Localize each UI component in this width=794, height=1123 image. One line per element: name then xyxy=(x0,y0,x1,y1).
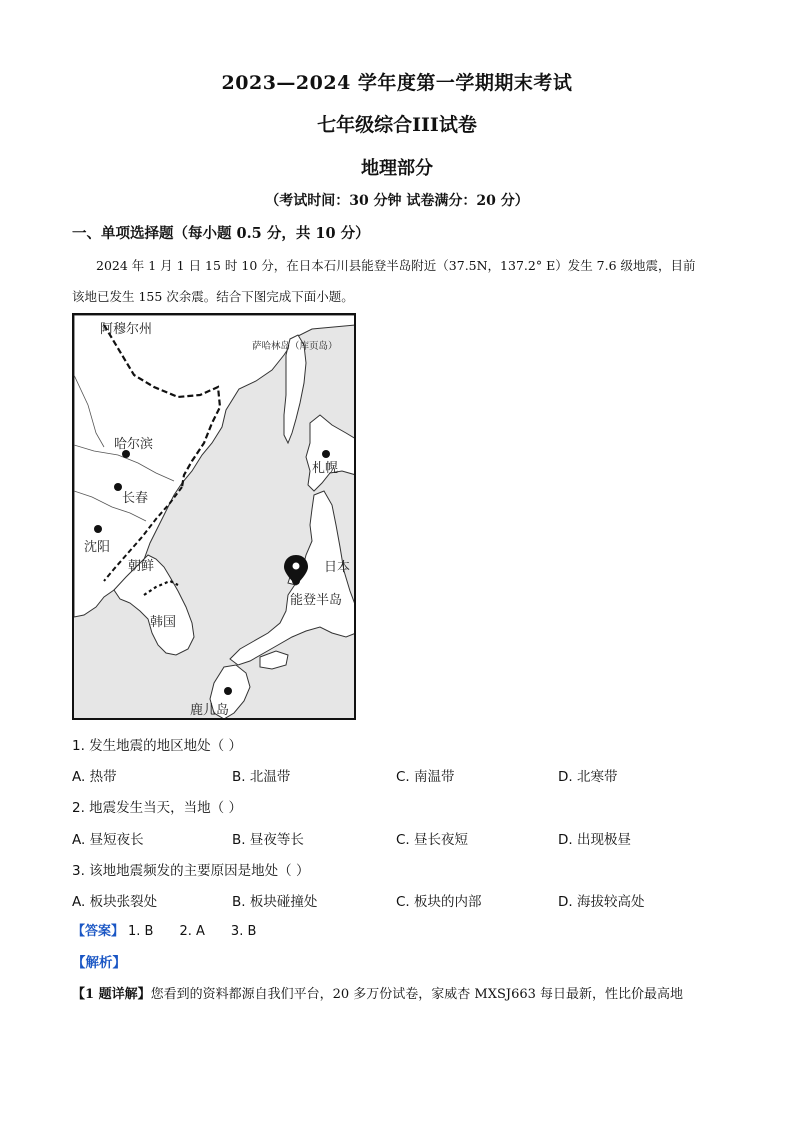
detail-line xyxy=(72,983,732,1002)
q1-option-d[interactable]: D. 北寒带 xyxy=(558,769,618,785)
shenyang-dot xyxy=(94,525,102,533)
kagoshima-dot xyxy=(224,687,232,695)
q2-option-a[interactable]: A. 昼短夜长 xyxy=(72,832,144,848)
label-shenyang: 沈阳 xyxy=(84,540,111,555)
detail-text: 您看到的资料都源自我们平台，20 多万份试卷，家威杏 MXSJ663 每日最新，性比价最高地 xyxy=(150,987,684,1002)
map-drawing xyxy=(74,315,356,720)
label-japan: 日本 xyxy=(324,560,351,575)
question-3-stem: 3. 该地地震频发的主要原因是地处（ ） xyxy=(72,863,310,879)
answer-3: 3. B xyxy=(230,924,257,939)
answer-1: 1. B xyxy=(128,924,154,939)
question-intro xyxy=(72,250,722,312)
label-sakhalin: 萨哈林岛（库页岛） xyxy=(252,341,338,352)
label-amur: 阿穆尔州 xyxy=(100,322,153,337)
label-changchun: 长春 xyxy=(122,491,149,506)
exam-subtitle: 七年级综合III试卷 xyxy=(317,114,477,136)
exam-info: （考试时间：30 分钟 试卷满分：20 分） xyxy=(265,193,529,209)
label-harbin: 哈尔滨 xyxy=(114,437,154,452)
detail-tag: 【1 题详解】 xyxy=(72,987,151,1002)
q3-option-d[interactable]: D. 海拔较高处 xyxy=(558,894,645,910)
regional-map xyxy=(72,313,356,720)
section-title: 地理部分 xyxy=(361,158,433,179)
label-noto: 能登半岛 xyxy=(290,593,343,608)
q1-option-b[interactable]: B. 北温带 xyxy=(232,769,291,785)
q2-option-c[interactable]: C. 昼长夜短 xyxy=(396,832,469,848)
q3-option-b[interactable]: B. 板块碰撞处 xyxy=(232,894,318,910)
q1-option-a[interactable]: A. 热带 xyxy=(72,769,117,785)
question-2-stem: 2. 地震发生当天，当地（ ） xyxy=(72,800,242,816)
changchun-dot xyxy=(114,483,122,491)
label-kagoshima: 鹿儿岛 xyxy=(190,703,230,718)
label-sapporo: 札幌 xyxy=(312,461,339,476)
label-south-korea: 韩国 xyxy=(150,615,177,630)
question-1-stem: 1. 发生地震的地区地处（ ） xyxy=(72,738,242,754)
q3-option-a[interactable]: A. 板块张裂处 xyxy=(72,894,158,910)
q3-option-c[interactable]: C. 板块的内部 xyxy=(396,894,482,910)
answer-tag: 【答案】 xyxy=(72,924,125,939)
answer-2: 2. A xyxy=(179,924,205,939)
q2-option-d[interactable]: D. 出现极昼 xyxy=(558,832,631,848)
label-north-korea: 朝鲜 xyxy=(128,559,155,574)
analysis-tag: 【解析】 xyxy=(72,955,126,971)
q2-option-b[interactable]: B. 昼夜等长 xyxy=(232,832,304,848)
q1-option-c[interactable]: C. 南温带 xyxy=(396,769,455,785)
exam-title: 2023—2024 学年度第一学期期末考试 xyxy=(221,72,573,94)
intro-line-1: 2024 年 1 月 1 日 15 时 10 分，在日本石川县能登半岛附近（37.5N，137.2° E）发生 7.6 级地震，目前 xyxy=(96,258,696,273)
answer-line xyxy=(72,920,278,939)
intro-line-2: 该地已发生 155 次余震。结合下图完成下面小题。 xyxy=(72,289,354,304)
part-one-heading: 一、单项选择题（每小题 0.5 分，共 10 分） xyxy=(72,225,370,242)
